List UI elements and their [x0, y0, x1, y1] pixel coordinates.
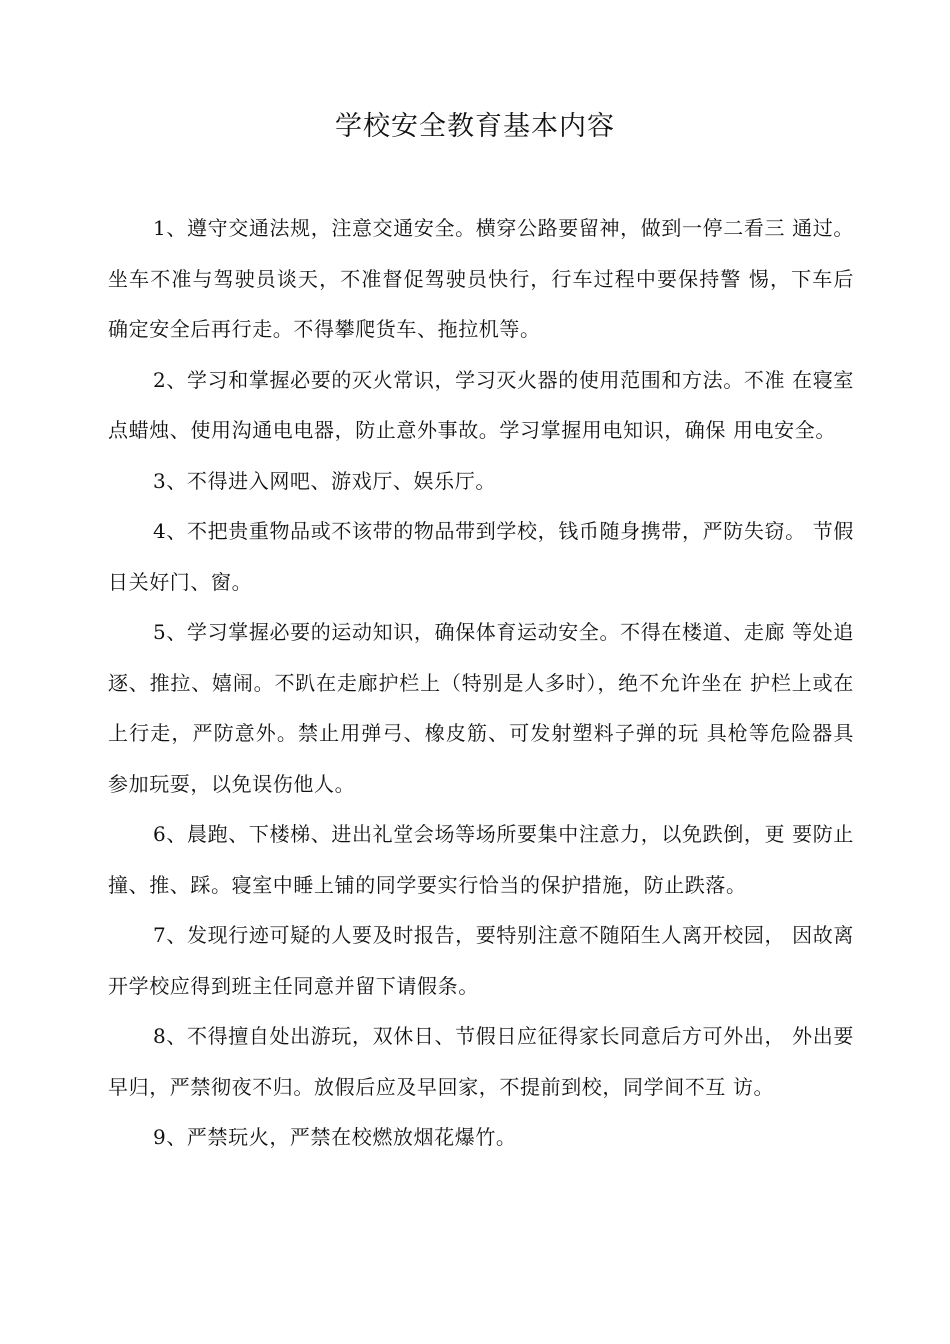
paragraph-4: 4、不把贵重物品或不该带的物品带到学校，钱币随身携带，严防失窃。 节假日关好门、窗。: [108, 519, 854, 594]
paragraph-8: 8、不得擅自处出游玩，双休日、节假日应征得家长同意后方可外出， 外出要早归，严禁彻夜不归。放假后应及早回家，不提前到校，同学间不互 访。: [108, 1024, 854, 1099]
paragraph-7: 7、发现行迹可疑的人要及时报告，要特别注意不随陌生人离开校园， 因故离开学校应得到班主任同意并留下请假条。: [108, 923, 854, 998]
paragraph-6: 6、晨跑、下楼梯、进出礼堂会场等场所要集中注意力，以免跌倒，更 要防止撞、推、踩。寝室中睡上铺的同学要实行恰当的保护措施，防止跌落。: [108, 822, 854, 897]
paragraph-1: 1、遵守交通法规，注意交通安全。横穿公路要留神，做到一停二看三 通过。坐车不准与驾驶员谈天，不准督促驾驶员快行，行车过程中要保持警 惕，下车后确定安全后再行走。不得攀爬货车、拖拉机等。: [108, 216, 854, 341]
paragraph-3: 3、不得进入网吧、游戏厅、娱乐厅。: [153, 468, 496, 493]
document-title: 学校安全教育基本内容: [335, 111, 615, 142]
paragraph-2: 2、学习和掌握必要的灭火常识，学习灭火器的使用范围和方法。不准 在寝室点蜡烛、使用沟通电电器，防止意外事故。学习掌握用电知识，确保 用电安全。: [108, 367, 854, 442]
paragraph-9: 9、严禁玩火，严禁在校燃放烟花爆竹。: [153, 1125, 517, 1149]
document-body: [108, 203, 854, 1163]
paragraph-5: 5、学习掌握必要的运动知识，确保体育运动安全。不得在楼道、走廊 等处追逐、推拉、嬉闹。不趴在走廊护栏上（特别是人多时），绝不允许坐在 护栏上或在上行走，严防意外。禁止用弹弓、橡皮筋、可发射塑料子弹的玩 具枪等危险器具参加玩耍，以免误伤他人。: [108, 620, 854, 796]
